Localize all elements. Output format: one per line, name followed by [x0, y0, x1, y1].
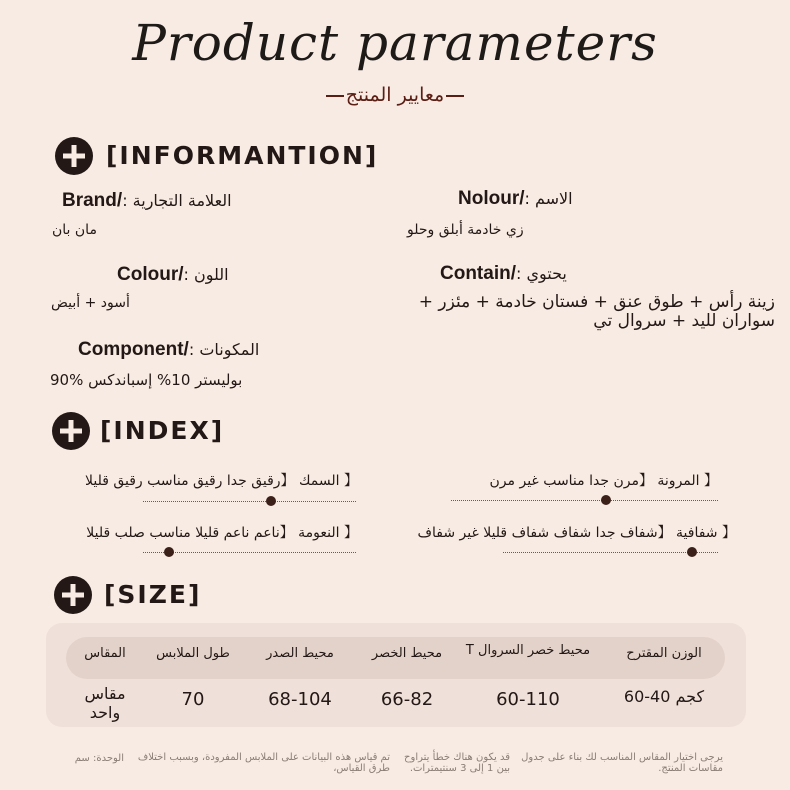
name-label: Nolour/: الاسم [458, 188, 573, 209]
note-unit: الوحدة: سم [74, 753, 124, 764]
softness-track [143, 552, 356, 553]
brand-label: Brand/: العلامة التجارية [62, 190, 232, 211]
brand-label-en: Brand/ [62, 190, 123, 211]
subtitle-text: معايير المنتج [345, 84, 445, 106]
contain-label-en: Contain/ [440, 263, 516, 284]
elasticity-indicator [601, 495, 611, 505]
plus-icon [54, 576, 92, 614]
contain-value: زينة رأس + طوق عنق + فستان خادمة + مئزر + سواران لليد + سروال تي [418, 292, 775, 331]
transparency-track [503, 552, 718, 553]
colour-label-en: Colour/ [117, 264, 184, 285]
section-title-index: [INDEX] [100, 416, 225, 445]
contain-label: Contain/: يحتوي [440, 263, 567, 284]
name-label-ar: الاسم [534, 189, 573, 208]
brand-label-ar: العلامة التجارية [132, 191, 232, 210]
section-title-information: [INFORMANTION] [106, 141, 379, 170]
component-label-ar: المكونات [199, 340, 260, 359]
header-chest: محيط الصدر [266, 646, 334, 661]
transparency-label: 【 شفافية 【شفاف جدا شفاف شفاف قليلا غير شفاف [417, 525, 736, 541]
header-weight: الوزن المقترح [626, 646, 702, 661]
component-value: 90% بوليستر 10% إسباندكس [50, 371, 243, 389]
colour-label: Colour/: اللون [117, 264, 229, 285]
page-title: Product parameters [132, 14, 658, 72]
thickness-indicator [266, 496, 276, 506]
cell-length: 70 [181, 689, 205, 710]
divider [326, 95, 344, 97]
header-length: طول الملابس [156, 646, 230, 661]
header-pants-waist: محيط خصر السروال T [465, 643, 591, 658]
divider [446, 95, 464, 97]
colour-value: أسود + أبيض [51, 295, 130, 311]
brand-value: مان بان [52, 222, 97, 238]
cell-chest: 68-104 [268, 689, 332, 710]
name-value: زي خادمة أبلق وحلو [407, 222, 524, 238]
contain-label-ar: يحتوي [526, 264, 567, 283]
component-label: Component/: المكونات [78, 339, 260, 360]
component-label-en: Component/ [78, 339, 189, 360]
page-subtitle [0, 84, 790, 106]
elasticity-track [451, 500, 718, 501]
section-title-size: [SIZE] [104, 580, 202, 609]
plus-icon [55, 137, 93, 175]
softness-label: 【 النعومة 【ناعم ناعم قليلا مناسب صلب قليلا [86, 525, 358, 541]
cell-weight: 60-40 كجم [623, 687, 705, 706]
elasticity-label: 【 المرونة 【مرن جدا مناسب غير مرن [489, 473, 718, 489]
header-size: المقاس [84, 646, 126, 661]
note-error: قد يكون هناك خطأ يتراوح بين 1 إلى 3 سنتيمترات. [404, 752, 510, 774]
cell-waist: 66-82 [380, 689, 434, 710]
name-label-en: Nolour/ [458, 188, 525, 209]
cell-size: مقاس واحد [84, 684, 126, 722]
thickness-label: 【 السمك 【رقيق جدا رقيق مناسب رقيق قليلا [84, 473, 358, 489]
colour-label-ar: اللون [193, 265, 229, 284]
header-waist: محيط الخصر [371, 646, 443, 661]
note-size-choice: يرجى اختيار المقاس المناسب لك بناء على جدول مقاسات المنتج. [521, 752, 723, 774]
note-measurement: تم قياس هذه البيانات على الملابس المفرودة، وبسبب اختلاف طرق القياس، [137, 752, 390, 774]
cell-pants-waist: 60-110 [496, 689, 560, 710]
plus-icon [52, 412, 90, 450]
softness-indicator [164, 547, 174, 557]
thickness-track [143, 501, 356, 502]
transparency-indicator [687, 547, 697, 557]
